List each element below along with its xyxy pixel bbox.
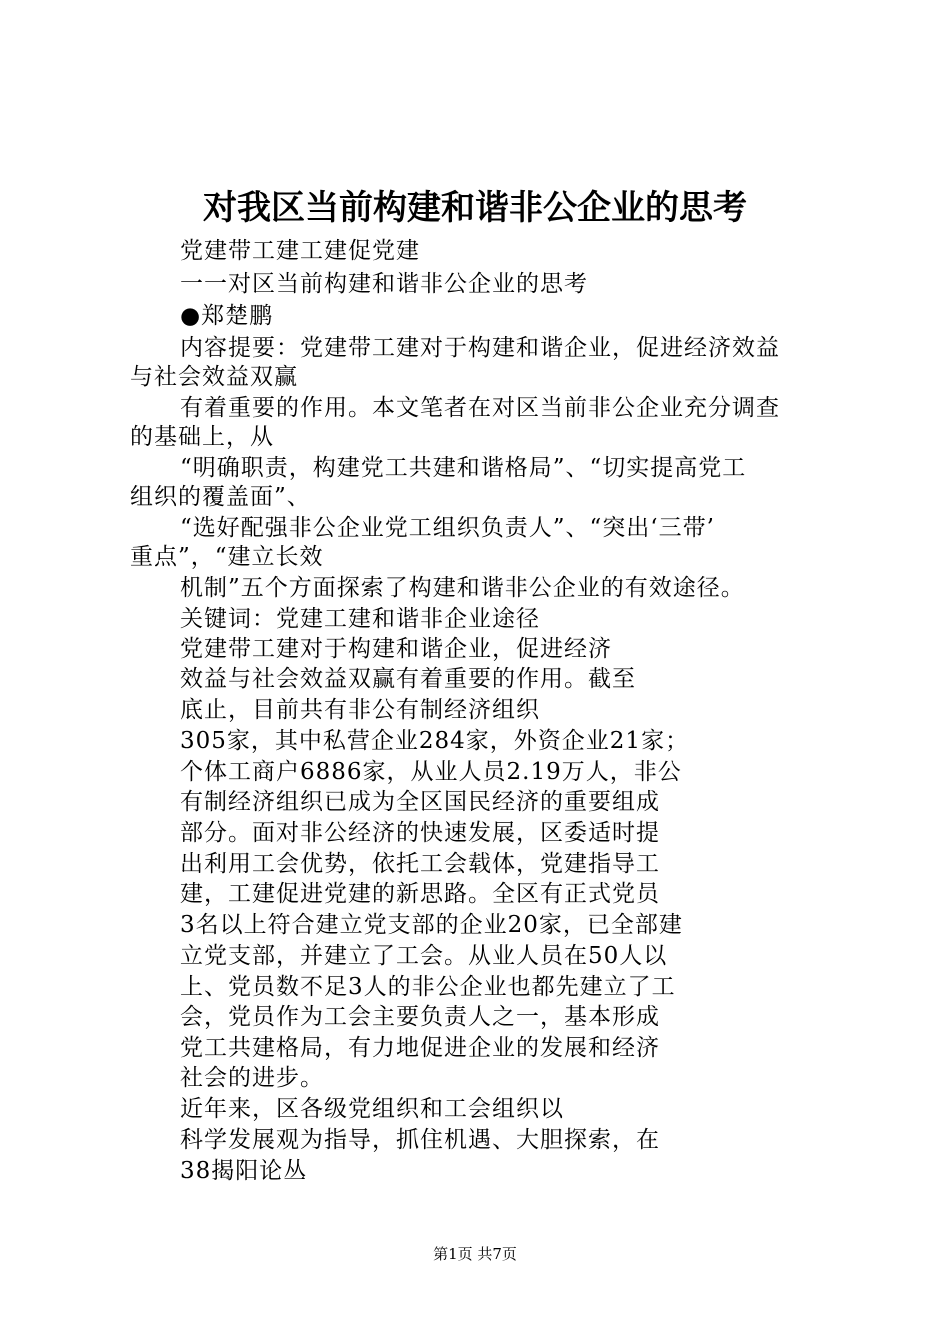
subtitle-line: 党建带工建工建促党建 bbox=[180, 238, 420, 264]
page-number: 第1页 共7页 bbox=[433, 1245, 517, 1263]
abstract-line: 组织的覆盖面”、 bbox=[130, 484, 311, 510]
body-line: 305家，其中私营企业284家，外资企业21家； bbox=[180, 728, 690, 754]
abstract-line: 有着重要的作用。本文笔者在对区当前非公企业充分调查 bbox=[180, 395, 780, 421]
body-line: 近年来，区各级党组织和工会组织以 bbox=[180, 1096, 564, 1122]
abstract-line: “选好配强非公企业党工组织负责人”、“突出‘三带’ bbox=[180, 515, 715, 541]
abstract-line: “明确职责，构建党工共建和谐格局”、“切实提高党工 bbox=[180, 455, 747, 481]
abstract-line: 重点”，“建立长效 bbox=[130, 544, 324, 570]
abstract-line: 的基础上，从 bbox=[130, 424, 274, 450]
body-line: 会，党员作为工会主要负责人之一，基本形成 bbox=[180, 1004, 660, 1030]
abstract-line: 与社会效益双赢 bbox=[130, 364, 298, 390]
body-line: 社会的进步。 bbox=[180, 1065, 324, 1091]
body-line: 3名以上符合建立党支部的企业20家，已全部建 bbox=[180, 912, 683, 938]
subtitle-line: 一一对区当前构建和谐非公企业的思考 bbox=[180, 271, 588, 297]
body-line: 党建带工建对于构建和谐企业，促进经济 bbox=[180, 636, 612, 662]
abstract-line: 机制”五个方面探索了构建和谐非公企业的有效途径。 bbox=[180, 575, 745, 601]
body-line: 效益与社会效益双赢有着重要的作用。截至 bbox=[180, 666, 636, 692]
body-line: 部分。面对非公经济的快速发展，区委适时提 bbox=[180, 820, 660, 846]
body-line: 出利用工会优势，依托工会载体，党建指导工 bbox=[180, 851, 660, 877]
body-line: 有制经济组织已成为全区国民经济的重要组成 bbox=[180, 789, 660, 815]
body-line: 底止，目前共有非公有制经济组织 bbox=[180, 697, 540, 723]
body-line: 建，工建促进党建的新思路。全区有正式党员 bbox=[180, 881, 660, 907]
body-line: 科学发展观为指导，抓住机遇、大胆探索，在 bbox=[180, 1127, 660, 1153]
body-line: 党工共建格局，有力地促进企业的发展和经济 bbox=[180, 1035, 660, 1061]
body-line: 38揭阳论丛 bbox=[180, 1158, 308, 1184]
document-title: 对我区当前构建和谐非公企业的思考 bbox=[203, 188, 747, 228]
keywords-line: 关键词：党建工建和谐非企业途径 bbox=[180, 606, 540, 632]
body-line: 上、党员数不足3人的非公企业也都先建立了工 bbox=[180, 974, 676, 1000]
body-line: 立党支部，并建立了工会。从业人员在50人以 bbox=[180, 943, 668, 969]
body-line: 个体工商户6886家，从业人员2.19万人，非公 bbox=[180, 759, 682, 785]
abstract-line: 内容提要：党建带工建对于构建和谐企业，促进经济效益 bbox=[180, 335, 780, 361]
author-line: ●郑楚鹏 bbox=[180, 303, 274, 329]
